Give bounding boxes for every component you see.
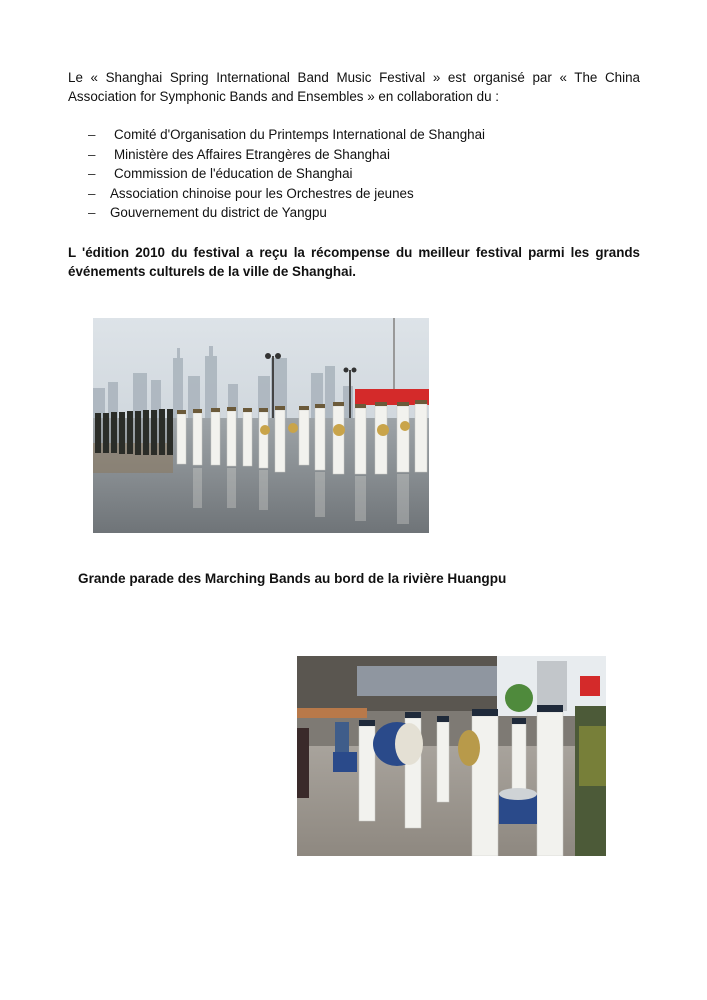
dash-bullet: – <box>88 205 96 221</box>
list-item <box>88 203 485 223</box>
list-item-label: Association chinoise pour les Orchestres de jeunes <box>110 185 414 201</box>
marching-band-street-illustration <box>297 656 606 856</box>
list-item-label: Gouvernement du district de Yangpu <box>110 205 327 221</box>
dash-bullet: – <box>88 146 96 162</box>
photo1-caption: Grande parade des Marching Bands au bord de la rivière Huangpu <box>78 571 507 586</box>
partner-list <box>88 125 485 223</box>
dash-bullet: – <box>88 166 96 182</box>
list-item-label: Commission de l'éducation de Shanghai <box>114 166 353 182</box>
band-riverside-illustration <box>93 318 429 533</box>
intro-paragraph: Le « Shanghai Spring International Band Music Festival » est organisé par « The China Association for Symphonic Bands and Ensembles » en collaboration du : <box>68 70 640 104</box>
list-item-label: Comité d'Organisation du Printemps International de Shanghai <box>114 127 486 142</box>
award-paragraph: L 'édition 2010 du festival a reçu la récompense du meilleur festival parmi les grands événements culturels de la ville de Shanghai. <box>68 245 640 279</box>
list-item <box>88 145 485 165</box>
list-item <box>88 164 485 184</box>
marching-band-street-photo <box>297 656 606 856</box>
dash-bullet: – <box>88 185 96 201</box>
list-item <box>88 125 485 145</box>
list-item-label: Ministère des Affaires Etrangères de Shanghai <box>114 146 390 162</box>
band-riverside-photo <box>93 318 429 533</box>
dash-bullet: – <box>88 127 96 142</box>
list-item <box>88 184 485 204</box>
